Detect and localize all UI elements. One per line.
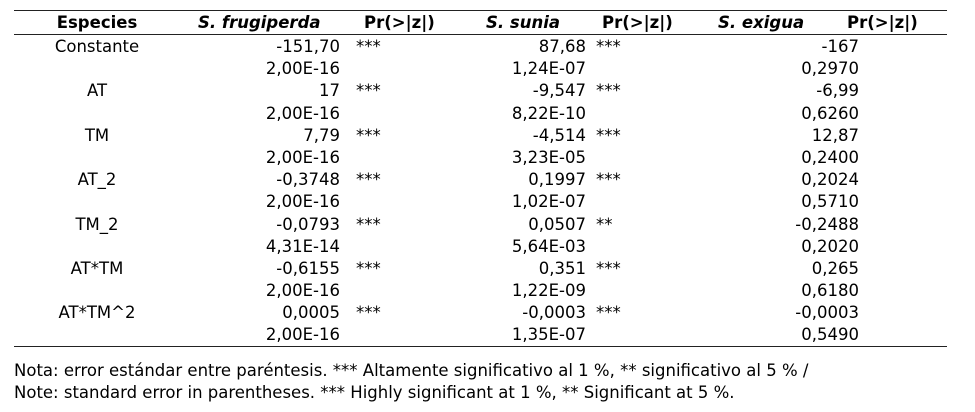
sig-sp1: *** xyxy=(356,214,381,234)
value-sp2: 0,1997 xyxy=(528,170,586,190)
regression-table xyxy=(14,10,947,347)
table-notes xyxy=(14,360,964,404)
table-row xyxy=(14,257,947,279)
sig-sp2: *** xyxy=(596,170,621,190)
table-row xyxy=(14,79,947,101)
value-sp2: 1,24E-07 xyxy=(511,59,586,79)
value-sp2: -0,0003 xyxy=(522,303,586,323)
value-sp1: 2,00E-16 xyxy=(265,281,340,301)
value-sp2: 1,35E-07 xyxy=(511,325,586,345)
table-row xyxy=(14,190,947,212)
value-sp1: -0,3748 xyxy=(276,170,340,190)
value-sp1: 2,00E-16 xyxy=(265,59,340,79)
header-sp2: S. sunia xyxy=(486,13,561,32)
sig-sp1: *** xyxy=(356,170,381,190)
row-label: AT xyxy=(86,81,108,101)
value-sp1: 2,00E-16 xyxy=(265,103,340,123)
table-row xyxy=(14,146,947,168)
value-sp3: -6,99 xyxy=(816,81,859,101)
row-label: AT_2 xyxy=(77,170,117,190)
value-sp1: -151,70 xyxy=(276,37,340,56)
table-row xyxy=(14,35,947,57)
table-row xyxy=(14,57,947,79)
value-sp3: 0,2024 xyxy=(801,170,859,190)
value-sp1: 2,00E-16 xyxy=(265,147,340,167)
note-spanish: Nota: error estándar entre paréntesis. *** Altamente significativo al 1 %, ** significativo al 5 % / xyxy=(14,361,809,380)
value-sp3: -0,0003 xyxy=(795,303,859,323)
value-sp3: 0,2970 xyxy=(801,59,859,79)
value-sp2: 87,68 xyxy=(538,37,586,56)
value-sp2: 1,02E-07 xyxy=(511,192,586,212)
value-sp1: -0,6155 xyxy=(276,258,340,278)
table-row xyxy=(14,323,947,345)
value-sp3: -0,2488 xyxy=(795,214,859,234)
sig-sp1: *** xyxy=(356,125,381,145)
value-sp3: 0,265 xyxy=(811,258,859,278)
sig-sp2: *** xyxy=(596,125,621,145)
value-sp3: 0,5710 xyxy=(801,192,859,212)
row-label: TM_2 xyxy=(75,214,119,234)
header-sp1: S. frugiperda xyxy=(198,13,321,32)
table-row xyxy=(14,235,947,257)
value-sp1: 4,31E-14 xyxy=(265,236,340,256)
value-sp2: 8,22E-10 xyxy=(511,103,586,123)
sig-sp1: *** xyxy=(356,37,381,56)
row-label: Constante xyxy=(54,37,140,56)
value-sp2: 3,23E-05 xyxy=(511,147,586,167)
table-row xyxy=(14,124,947,146)
sig-sp2: *** xyxy=(596,37,621,56)
row-label: AT*TM^2 xyxy=(58,303,136,323)
sig-sp2: *** xyxy=(596,303,621,323)
table-header-row xyxy=(14,11,947,35)
header-species: Especies xyxy=(56,13,138,32)
value-sp2: 1,22E-09 xyxy=(511,281,586,301)
value-sp1: -0,0793 xyxy=(276,214,340,234)
sig-sp1: *** xyxy=(356,303,381,323)
value-sp2: 0,0507 xyxy=(528,214,586,234)
header-p3: Pr(>|z|) xyxy=(847,13,918,32)
table-row xyxy=(14,301,947,323)
value-sp1: 17 xyxy=(319,81,340,101)
table-row xyxy=(14,168,947,190)
table-row xyxy=(14,102,947,124)
value-sp3: 0,6260 xyxy=(801,103,859,123)
table-row xyxy=(14,279,947,301)
sig-sp2: ** xyxy=(596,214,613,234)
value-sp3: 0,6180 xyxy=(801,281,859,301)
header-p1: Pr(>|z|) xyxy=(364,13,435,32)
value-sp3: -167 xyxy=(821,37,859,56)
value-sp1: 0,0005 xyxy=(282,303,340,323)
value-sp1: 7,79 xyxy=(303,125,340,145)
table-row xyxy=(14,213,947,235)
value-sp2: 0,351 xyxy=(538,258,586,278)
value-sp2: -4,514 xyxy=(532,125,586,145)
header-sp3: S. exigua xyxy=(718,13,805,32)
value-sp3: 12,87 xyxy=(811,125,859,145)
table-body xyxy=(14,35,947,346)
sig-sp1: *** xyxy=(356,258,381,278)
value-sp2: 5,64E-03 xyxy=(511,236,586,256)
sig-sp2: *** xyxy=(596,258,621,278)
header-p2: Pr(>|z|) xyxy=(602,13,673,32)
sig-sp2: *** xyxy=(596,81,621,101)
value-sp1: 2,00E-16 xyxy=(265,192,340,212)
note-english: Note: standard error in parentheses. *** Highly significant at 1 %, ** Significant at 5 %. xyxy=(14,383,735,402)
value-sp3: 0,5490 xyxy=(801,325,859,345)
row-label: TM xyxy=(84,125,110,145)
value-sp3: 0,2020 xyxy=(801,236,859,256)
value-sp2: -9,547 xyxy=(532,81,586,101)
row-label: AT*TM xyxy=(70,258,124,278)
sig-sp1: *** xyxy=(356,81,381,101)
value-sp3: 0,2400 xyxy=(801,147,859,167)
value-sp1: 2,00E-16 xyxy=(265,325,340,345)
